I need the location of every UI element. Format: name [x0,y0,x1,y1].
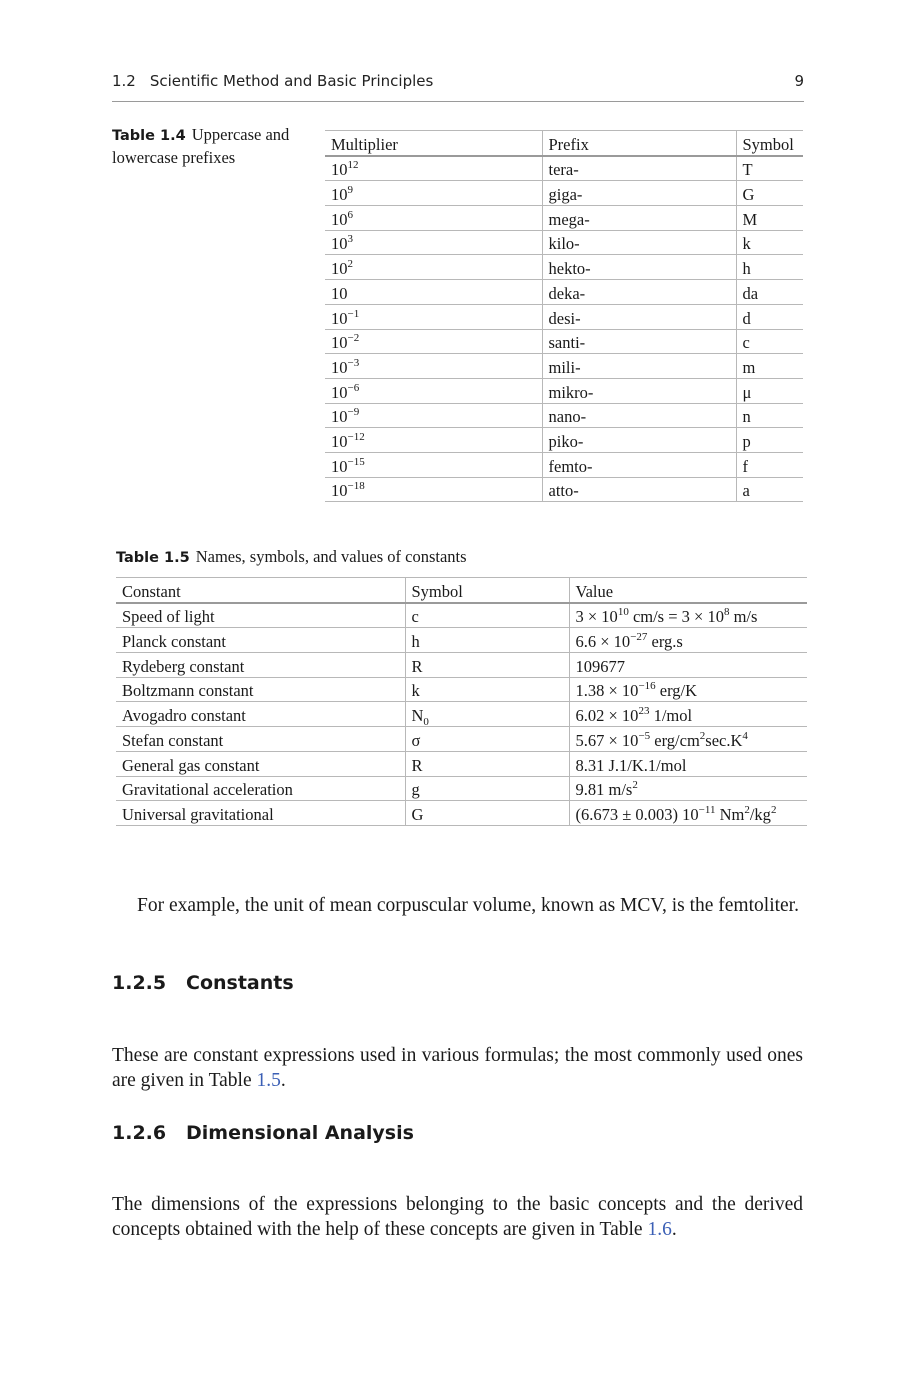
column-header-value: Value [569,578,807,603]
table-row [116,727,807,752]
constant-value-cell [569,727,807,752]
symbol-text: k [411,681,420,701]
table-row [325,206,803,231]
multiplier-base: 10 [331,333,348,353]
multiplier-cell [325,206,542,231]
value-exponent: 23 [638,705,650,718]
running-header [112,70,804,102]
section-heading-constants [112,972,294,994]
paragraph-text: These are constant expressions used in various formulas; the most commonly used ones are given in Table [112,1044,803,1091]
value-exponent: −11 [698,803,716,816]
multiplier-cell [325,230,542,255]
constant-symbol-cell [405,628,569,653]
multiplier-cell [325,329,542,354]
multiplier-base: 10 [331,431,348,451]
symbol-text: σ [411,730,421,750]
value-exponent: 8 [723,606,730,619]
constant-name-cell: Avogadro constant [116,702,405,727]
table-1-5-body [116,603,807,826]
prefix-cell: giga- [542,181,736,206]
symbol-cell: G [736,181,803,206]
value-exponent: 2 [632,779,638,792]
column-header-prefix: Prefix [542,131,736,156]
multiplier-base: 10 [331,209,348,229]
symbol-cell: n [736,403,803,428]
table-row [325,255,803,280]
symbol-text: G [411,804,424,824]
symbol-subscript: 0 [423,716,429,729]
value-text: 109677 [575,656,625,676]
multiplier-cell [325,477,542,502]
multiplier-exponent: 12 [347,159,359,172]
multiplier-base: 10 [331,234,348,254]
multiplier-base: 10 [331,308,348,328]
value-text: 1.38 × 10 [575,681,639,701]
constant-value-cell [569,751,807,776]
constant-name-cell: General gas constant [116,751,405,776]
constant-name-cell: Universal gravitational [116,801,405,826]
table-row [116,677,807,702]
constant-symbol-cell [405,603,569,628]
symbol-text: g [411,780,420,800]
multiplier-exponent: −15 [347,455,365,468]
symbol-cell: f [736,452,803,477]
symbol-cell: h [736,255,803,280]
table-row [325,181,803,206]
constant-name-cell: Gravitational acceleration [116,776,405,801]
table-row [116,628,807,653]
table-row [325,452,803,477]
prefix-cell: kilo- [542,230,736,255]
table-row [116,751,807,776]
constant-name-cell: Rydeberg constant [116,653,405,678]
value-text: 1/mol [649,706,693,726]
table-1-4-body [325,156,803,502]
value-exponent: 2 [770,803,777,816]
prefix-cell: santi- [542,329,736,354]
multiplier-exponent: −3 [347,356,360,369]
constant-symbol-cell [405,776,569,801]
value-text: Nm [715,804,745,824]
value-text: 9.81 m/s [575,780,633,800]
table-reference-link[interactable]: 1.6 [647,1218,672,1240]
multiplier-cell [325,255,542,280]
constant-value-cell [569,628,807,653]
multiplier-exponent: 3 [347,233,353,246]
section-heading-dimensional-analysis [112,1122,414,1144]
multiplier-exponent: −9 [347,406,360,419]
value-text: (6.673 ± 0.003) 10 [575,804,699,824]
paragraph-end: . [280,1069,286,1091]
table-row [116,603,807,628]
table-row [325,477,803,502]
paragraph-text: The dimensions of the expressions belonging to the basic concepts and the derived concepts obtained with the help of these concepts are given in Table [112,1193,803,1240]
table-row [325,329,803,354]
value-text: erg.s [647,632,683,652]
section-heading-number: 1.2.6 [112,1122,167,1144]
symbol-cell: m [736,354,803,379]
prefix-cell: hekto- [542,255,736,280]
prefix-cell: atto- [542,477,736,502]
value-exponent: 4 [742,729,748,742]
constant-value-cell [569,677,807,702]
multiplier-cell [325,280,542,305]
page-number: 9 [794,72,804,90]
symbol-cell: da [736,280,803,305]
table-row [325,354,803,379]
table-row [325,304,803,329]
symbol-cell: p [736,428,803,453]
value-exponent: −27 [630,631,648,644]
table-1-4 [325,130,803,502]
multiplier-exponent: −2 [347,332,360,345]
multiplier-base: 10 [331,481,348,501]
multiplier-base: 10 [331,185,348,205]
multiplier-base: 10 [331,160,348,180]
symbol-text: R [411,656,423,676]
symbol-text: h [411,632,420,652]
symbol-text: c [411,607,419,627]
value-text: 5.67 × 10 [575,730,639,750]
constant-symbol-cell [405,653,569,678]
multiplier-cell [325,181,542,206]
column-header-multiplier: Multiplier [325,131,542,156]
paragraph-constants [112,1043,803,1093]
column-header-constant: Constant [116,578,405,603]
multiplier-base: 10 [331,382,348,402]
table-row [116,801,807,826]
symbol-cell: M [736,206,803,231]
constant-name-cell: Planck constant [116,628,405,653]
value-text: erg/cm [650,730,700,750]
value-text: erg/K [655,681,698,701]
prefix-cell: mikro- [542,378,736,403]
prefix-cell: mili- [542,354,736,379]
table-1-4-caption-text: Uppercase and lowercase prefixes [112,125,290,167]
table-row [116,653,807,678]
multiplier-exponent: 2 [347,258,353,271]
constant-symbol-cell [405,677,569,702]
table-row [325,280,803,305]
multiplier-cell [325,354,542,379]
multiplier-cell [325,304,542,329]
multiplier-base: 10 [331,357,348,377]
multiplier-base: 10 [331,456,348,476]
table-reference-link[interactable]: 1.5 [256,1069,281,1091]
multiplier-base: 10 [331,407,348,427]
table-header-row [325,131,803,156]
section-title: Scientific Method and Basic Principles [149,72,434,90]
table-1-5-caption [116,547,467,567]
column-header-symbol: Symbol [405,578,569,603]
multiplier-cell [325,156,542,181]
prefix-cell: femto- [542,452,736,477]
symbol-cell: T [736,156,803,181]
multiplier-base: 10 [331,283,348,303]
section-heading-number: 1.2.5 [112,972,167,994]
section-heading-title: Constants [186,972,294,994]
multiplier-exponent: −18 [347,480,365,493]
value-text: 6.6 × 10 [575,632,631,652]
constant-name-cell: Speed of light [116,603,405,628]
paragraph-example: For example, the unit of mean corpuscular volume, known as MCV, is the femtoliter. [137,894,799,916]
prefix-cell: desi- [542,304,736,329]
value-exponent: −5 [638,729,651,742]
table-row [116,702,807,727]
multiplier-cell [325,378,542,403]
section-number: 1.2 [112,72,136,90]
multiplier-exponent: −12 [347,430,365,443]
symbol-text: N [411,706,424,726]
multiplier-base: 10 [331,259,348,279]
symbol-cell: μ [736,378,803,403]
value-text: /kg [749,804,771,824]
table-row [325,403,803,428]
multiplier-exponent: 6 [347,208,353,221]
value-text: cm/s = 3 × 10 [628,607,724,627]
prefix-cell: nano- [542,403,736,428]
multiplier-cell [325,403,542,428]
section-heading-title: Dimensional Analysis [186,1122,414,1144]
prefix-cell: tera- [542,156,736,181]
symbol-cell: d [736,304,803,329]
value-exponent: 2 [699,729,706,742]
constant-symbol-cell [405,801,569,826]
paragraph-dimensional-analysis [112,1192,803,1242]
constant-symbol-cell [405,727,569,752]
symbol-cell: a [736,477,803,502]
value-exponent: −16 [638,680,656,693]
prefix-cell: deka- [542,280,736,305]
value-exponent: 10 [617,606,629,619]
symbol-text: R [411,755,423,775]
table-1-4-label: Table 1.4 [112,128,186,144]
multiplier-exponent: −1 [347,307,360,320]
value-text: 8.31 J.1/K.1/mol [575,755,687,775]
constant-name-cell: Boltzmann constant [116,677,405,702]
table-row [325,378,803,403]
constant-value-cell [569,702,807,727]
table-row [325,230,803,255]
constant-symbol-cell [405,702,569,727]
multiplier-cell [325,452,542,477]
constant-value-cell [569,801,807,826]
constant-symbol-cell [405,751,569,776]
value-text: sec.K [705,730,743,750]
symbol-cell: c [736,329,803,354]
multiplier-exponent: −6 [347,381,360,394]
value-text: 3 × 10 [575,607,618,627]
table-1-4-caption [112,124,312,169]
constant-value-cell [569,603,807,628]
table-1-5-caption-text: Names, symbols, and values of constants [195,547,467,566]
section-header [112,72,433,90]
symbol-cell: k [736,230,803,255]
value-exponent: 2 [744,803,750,816]
constant-value-cell [569,776,807,801]
constant-value-cell [569,653,807,678]
constant-name-cell: Stefan constant [116,727,405,752]
table-1-5-label: Table 1.5 [116,550,190,566]
prefix-cell: mega- [542,206,736,231]
multiplier-cell [325,428,542,453]
value-text: 6.02 × 10 [575,706,639,726]
prefix-cell: piko- [542,428,736,453]
table-header-row [116,578,807,603]
value-text: m/s [729,607,758,627]
table-row [325,428,803,453]
paragraph-end: . [671,1218,677,1240]
table-1-5 [116,577,807,826]
multiplier-exponent: 9 [347,184,353,197]
table-row [325,156,803,181]
table-row [116,776,807,801]
column-header-symbol: Symbol [736,131,803,156]
